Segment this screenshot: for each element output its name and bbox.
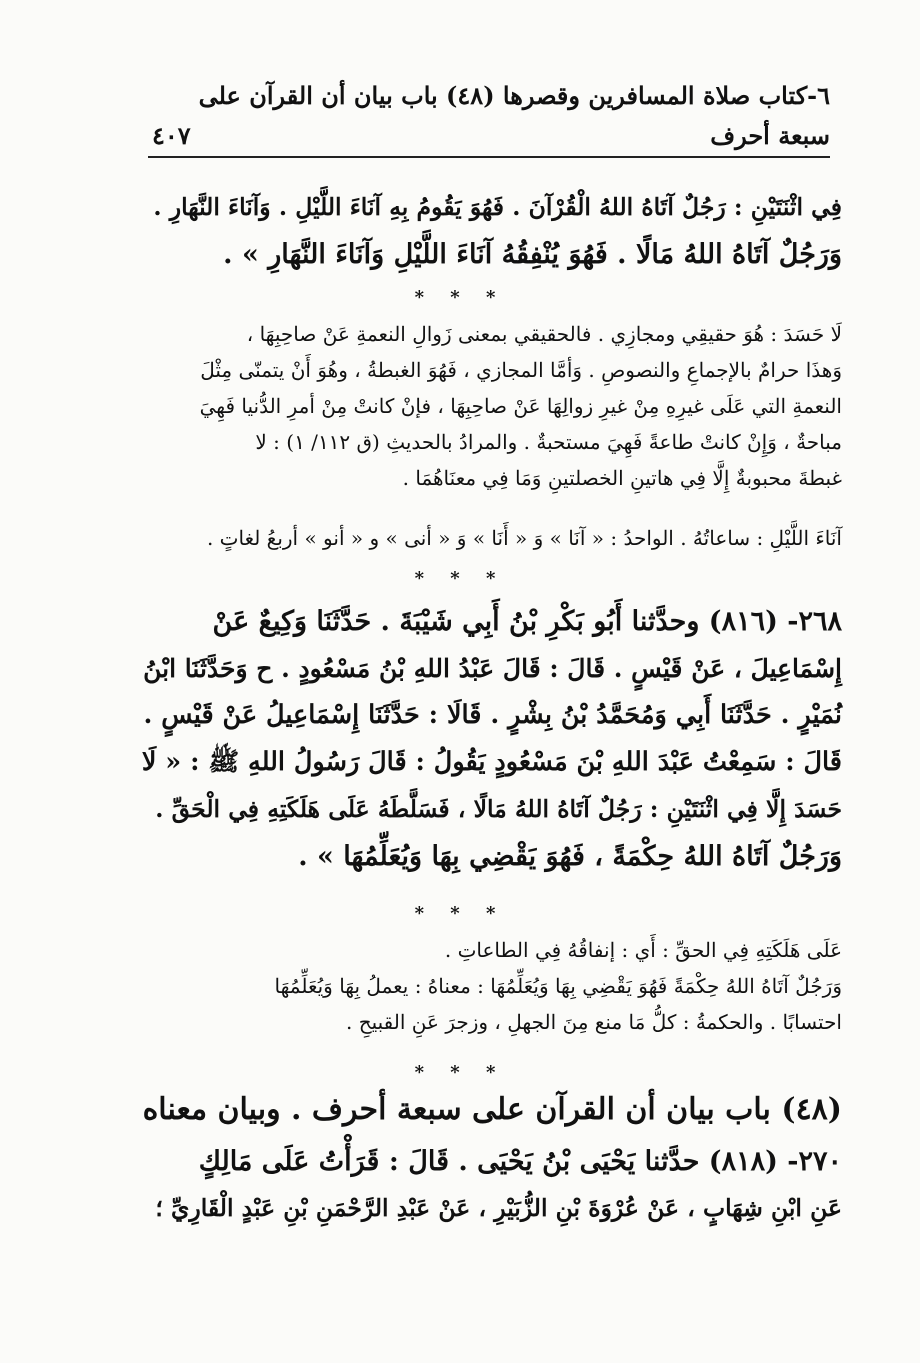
header-title: ٦-كتاب صلاة المسافرين وقصرها (٤٨) باب بيان أن القرآن على سبعة أحرف <box>198 81 830 150</box>
text-line: آنَاءَ اللَّيْلِ : ساعاتُهُ . الواحدُ : « آنَا » وَ « أَنَا » وَ « أنى » و « أنو » أربعُ لغاتٍ . <box>206 526 842 550</box>
text-line: عَلَى هَلَكَتِهِ فِي الحقِّ : أَي : إنفاقُهُ فِي الطاعاتِ . <box>444 938 842 962</box>
text-line: وَهذَا حرامٌ بالإجماعِ والنصوصِ . وَأمَّا المجازي ، فَهُوَ الغبطةُ ، وهُوَ أَنْ يتمنّى مِثْلَ <box>200 358 842 382</box>
text-line: احتسابًا . والحكمةُ : كلُّ مَا منع مِنَ الجهلِ ، وزجرَ عَنِ القبيحِ . <box>345 1010 842 1034</box>
text-line: غبطةَ محبوبةٌ إِلَّا فِي هاتينِ الخصلتينِ وَمَا فِي معنَاهُمَا . <box>402 466 842 490</box>
separator-stars: * * * <box>414 903 506 924</box>
page-number: ٤٠٧ <box>152 121 191 150</box>
text-line: حَسَدَ إِلَّا فِي اثْنَتَيْنِ : رَجُلٌ آتَاهُ اللهُ مَالًا ، فَسَلَّطَهُ عَلَى هَلَكَتِهِ فِي الْحَقِّ . <box>155 795 842 823</box>
hadith-268 <box>142 598 842 880</box>
text-line: وَرَجُلٌ آتَاهُ اللهُ حِكْمَةً ، فَهُوَ يَقْضِي بِهَا وَيُعَلِّمُهَا » . <box>298 841 842 872</box>
text-line: وَرَجُلٌ آتَاهُ اللهُ حِكْمَةً فَهُوَ يَقْضِي بِهَا وَيُعَلِّمُهَا : معناهُ : يعملُ بِهَا وَيُعَلِّمُهَا <box>274 974 842 998</box>
text-line: ٢٦٨- (٨١٦) وحدَّثنا أَبُو بَكْرِ بْنُ أَبِي شَيْبَةَ . حَدَّثَنَا وَكِيعٌ عَنْ <box>212 606 842 637</box>
text-line: عَنِ ابْنِ شِهَابٍ ، عَنْ عُرْوَةَ بْنِ الزُّبَيْرِ ، عَنْ عَبْدِ الرَّحْمَنِ بْنِ عَبْدٍ الْقَارِيِّ ؛ <box>155 1194 842 1222</box>
separator-stars: * * * <box>414 568 506 589</box>
commentary-3 <box>142 932 842 1040</box>
commentary-2 <box>142 520 842 556</box>
text-line: نُمَيْرٍ . حَدَّثَنَا أَبِي وَمُحَمَّدُ بْنُ بِشْرٍ . قَالَا : حَدَّثَنَا إِسْمَاعِيلُ عَنْ قَيْسٍ . <box>143 700 842 730</box>
heading-line: (٤٨) باب بيان أن القرآن على سبعة أحرف . وبيان معناه <box>142 1092 842 1127</box>
separator-stars: * * * <box>414 1062 506 1083</box>
text-line: لَا حَسَدَ : هُوَ حقيقِي ومجازِي . فالحقيقي بمعنى زَوالِ النعمةِ عَنْ صاحِبِهَا ، <box>246 322 842 346</box>
text-line: قَالَ : سَمِعْتُ عَبْدَ اللهِ بْنَ مَسْعُودٍ يَقُولُ : قَالَ رَسُولُ اللهِ ﷺ : « لَا <box>141 747 842 777</box>
text-line: إِسْمَاعِيلَ ، عَنْ قَيْسٍ . قَالَ : قَالَ عَبْدُ اللهِ بْنُ مَسْعُودٍ . ح وَحَدَّثَنَا ابْنُ <box>143 654 842 683</box>
text-line: ٢٧٠- (٨١٨) حدَّثنا يَحْيَى بْنُ يَحْيَى . قَالَ : قَرَأْتُ عَلَى مَالِكٍ <box>198 1146 842 1177</box>
text-line: مباحةٌ ، وَإِنْ كانتْ طاعةً فَهِيَ مستحبةٌ . والمرادُ بالحديثِ (ق ١١٢/ ١) : لا <box>255 430 842 454</box>
hadith-270 <box>142 1138 842 1232</box>
hadith-tail <box>142 184 842 278</box>
text-line: وَرَجُلٌ آتَاهُ اللهُ مَالًا . فَهُوَ يُنْفِقُهُ آنَاءَ اللَّيْلِ وَآنَاءَ النَّهَارِ » . <box>223 239 842 270</box>
separator-stars: * * * <box>414 287 506 308</box>
text-line: النعمةِ التي عَلَى غيرِهِ مِنْ غيرِ زوالِهَا عَنْ صاحِبِهَا ، فإنْ كانتْ مِنْ أمرِ الدُّنيا فَهِيَ <box>199 394 842 418</box>
running-header <box>148 81 830 158</box>
chapter-heading <box>142 1084 842 1136</box>
commentary-1 <box>142 316 842 496</box>
text-line: فِي اثْنَتَيْنِ : رَجُلٌ آتَاهُ اللهُ الْقُرْآنَ . فَهُوَ يَقُومُ بِهِ آنَاءَ اللَّيْلِ . وَآنَاءَ النَّهَارِ . <box>153 193 842 221</box>
